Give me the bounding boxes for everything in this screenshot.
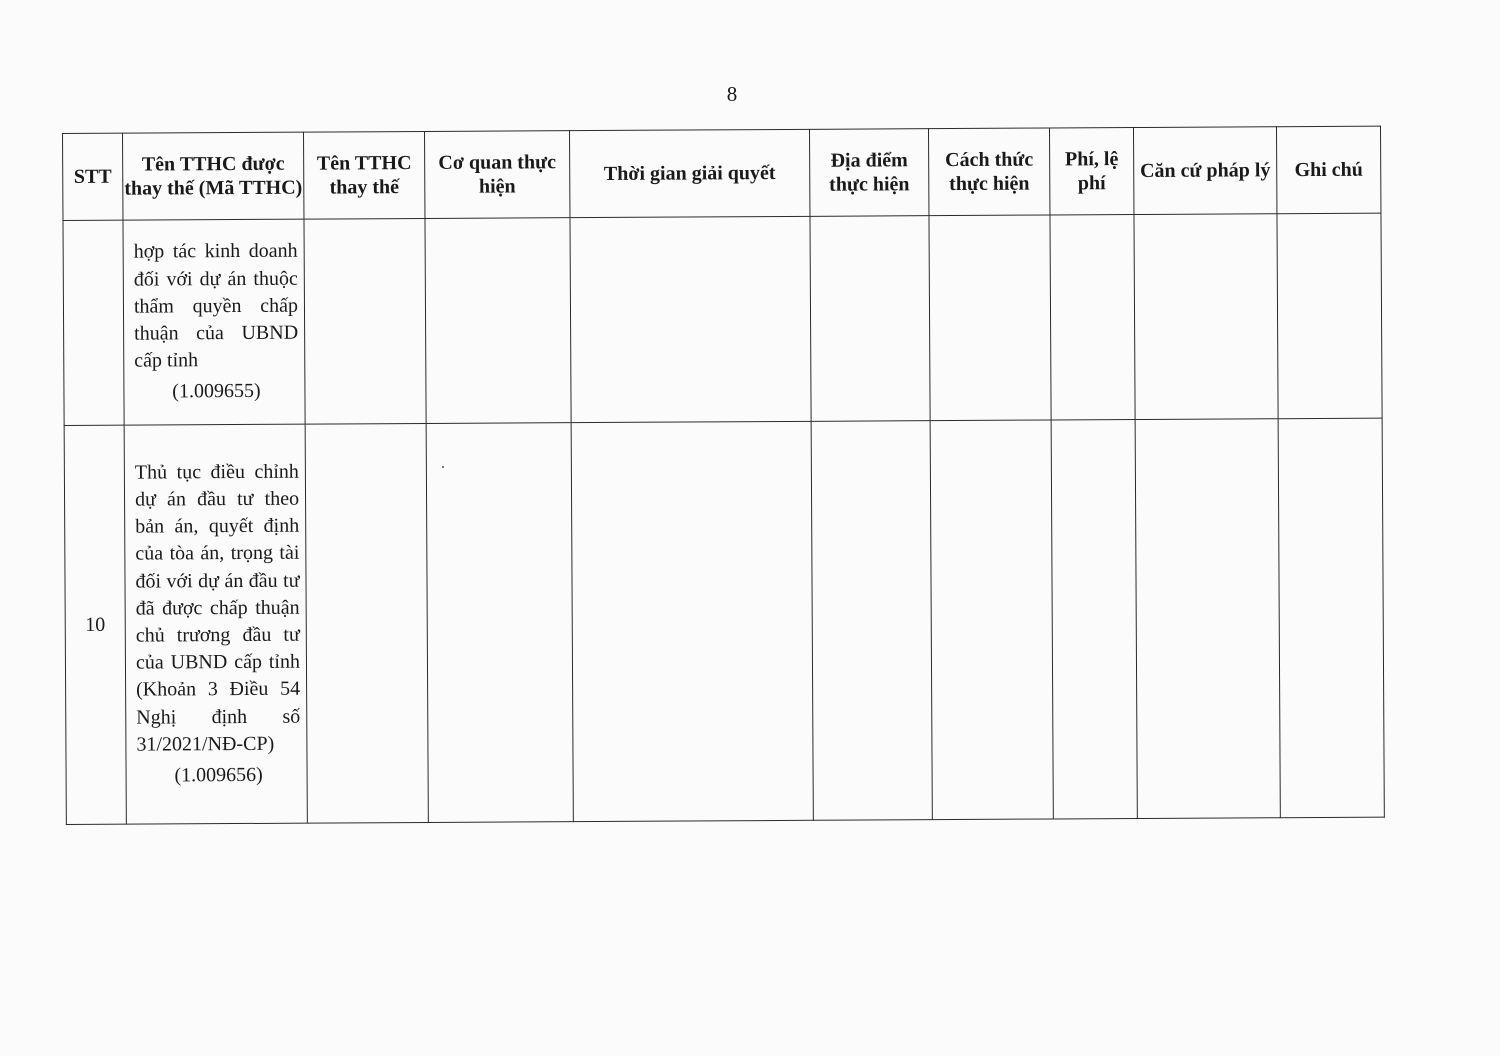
empty-cell xyxy=(929,215,1051,421)
header-replacing-procedure-name: Tên TTHC thay thế xyxy=(303,131,424,219)
stt-cell xyxy=(63,220,124,425)
empty-cell xyxy=(1278,418,1384,818)
table-row xyxy=(64,418,1384,824)
header-processing-time: Thời gian giải quyết xyxy=(569,129,809,217)
empty-cell xyxy=(810,216,930,422)
stt-cell: 10 xyxy=(64,425,126,824)
empty-cell xyxy=(571,421,813,821)
header-implementing-agency: Cơ quan thực hiện xyxy=(424,131,569,219)
procedure-name-text: Thủ tục điều chỉnh dự án đầu tư theo bản án, quyết định của tòa án, trọng tài đối với dự án đầu tư đã được chấp thuận chủ trương đầu tư của UBND cấp tỉnh (Khoản 3 Điều 54 Nghị định số 31/2021/NĐ-CP) xyxy=(134,460,301,756)
empty-cell xyxy=(425,218,571,424)
header-replaced-procedure-name: Tên TTHC được thay thế (Mã TTHC) xyxy=(123,132,304,220)
table-header-row xyxy=(63,126,1381,220)
empty-cell xyxy=(811,421,932,821)
header-legal-basis: Căn cứ pháp lý xyxy=(1133,127,1276,215)
empty-cell xyxy=(305,423,428,823)
empty-cell xyxy=(1135,419,1280,819)
empty-cell xyxy=(930,420,1053,820)
procedures-table xyxy=(62,126,1385,825)
empty-cell xyxy=(1134,214,1278,420)
procedure-code: (1.009655) xyxy=(172,380,261,403)
scan-speck xyxy=(442,466,444,468)
header-notes: Ghi chú xyxy=(1276,126,1380,214)
procedure-code: (1.009656) xyxy=(174,763,263,787)
procedure-name-cell xyxy=(123,219,305,425)
empty-cell xyxy=(1277,213,1382,419)
empty-cell xyxy=(426,423,573,823)
procedure-name-cell xyxy=(124,424,307,824)
table-row xyxy=(63,213,1382,425)
empty-cell xyxy=(304,218,426,424)
header-method: Cách thức thực hiện xyxy=(928,128,1049,216)
empty-cell xyxy=(1051,420,1137,819)
page-number: 8 xyxy=(726,82,738,106)
empty-cell xyxy=(570,216,811,422)
empty-cell xyxy=(1050,215,1135,420)
header-fees: Phí, lệ phí xyxy=(1049,128,1133,215)
header-stt: STT xyxy=(63,133,123,220)
procedure-name-text: hợp tác kinh doanh đối với dự án thuộc thẩm quyền chấp thuận của UBND cấp tỉnh xyxy=(133,240,299,372)
header-location: Địa điểm thực hiện xyxy=(809,129,928,217)
